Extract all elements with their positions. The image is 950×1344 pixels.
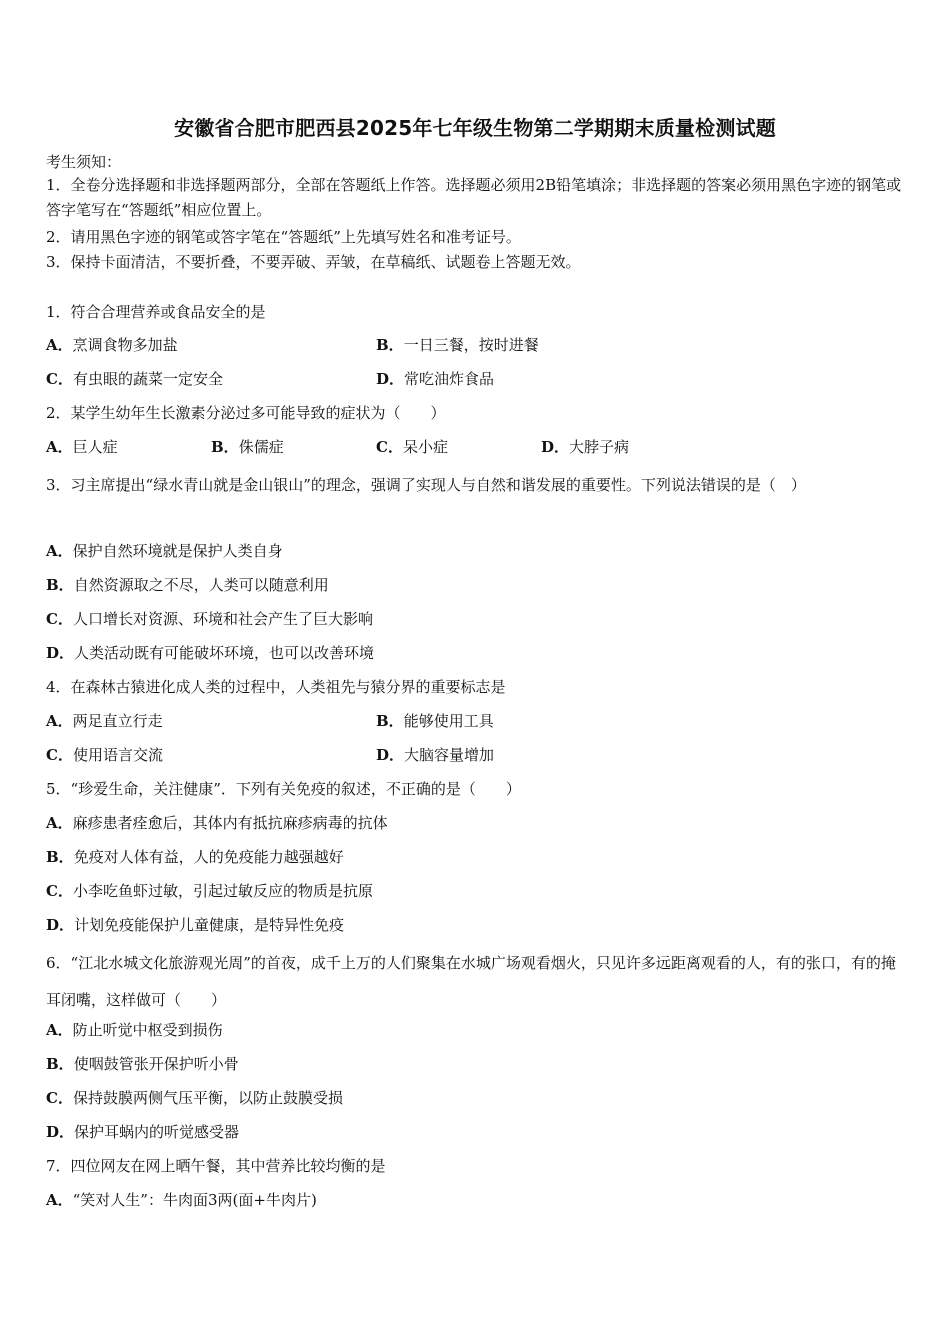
option-letter: A． <box>46 336 73 354</box>
option-text: 巨人症 <box>72 438 118 456</box>
question-1-option-c[interactable] <box>46 369 223 389</box>
question-1-stem: 1．符合合理营养或食品安全的是 <box>46 303 266 321</box>
question-5-option-d[interactable] <box>46 915 344 935</box>
option-letter: C． <box>46 1089 73 1107</box>
question-3-option-d[interactable] <box>46 643 374 663</box>
option-letter: C． <box>46 746 73 764</box>
question-6-stem: 6．“江北水城文化旅游观光周”的首夜，成千上万的人们聚集在水城广场观看烟火，只见许多远距离观看的人，有的张口，有的掩耳闭嘴，这样做可（ ） <box>46 954 896 1009</box>
question-3-option-b[interactable] <box>46 575 329 595</box>
option-letter: A． <box>46 1021 73 1039</box>
option-text: 有虫眼的蔬菜一定安全 <box>72 370 223 388</box>
question-5-option-c[interactable] <box>46 881 373 901</box>
option-letter: D． <box>376 370 405 388</box>
option-letter: A． <box>46 438 73 456</box>
option-text: 能够使用工具 <box>403 712 494 730</box>
notice-item-1: 1．全卷分选择题和非选择题两部分，全部在答题纸上作答。选择题必须用2B铅笔填涂；非选择题的答案必须用黑色字迹的钢笔或答字笔写在“答题纸”相应位置上。 <box>46 176 902 219</box>
question-6-option-a[interactable] <box>46 1020 223 1040</box>
question-3-option-c[interactable] <box>46 609 373 629</box>
question-3-stem: 3．习主席提出“绿水青山就是金山银山”的理念，强调了实现人与自然和谐发展的重要性。下列说法错误的是（ ） <box>46 476 806 494</box>
option-text: 大脖子病 <box>569 438 630 456</box>
question-6-option-d[interactable] <box>46 1122 239 1142</box>
question-2-option-d[interactable] <box>541 437 629 457</box>
option-letter: C． <box>46 370 73 388</box>
notice-item-2: 2．请用黑色字迹的钢笔或答字笔在“答题纸”上先填写姓名和准考证号。 <box>46 228 521 246</box>
question-7-stem: 7．四位网友在网上晒午餐，其中营养比较均衡的是 <box>46 1157 386 1175</box>
option-text: 使咽鼓管张开保护听小骨 <box>73 1055 239 1073</box>
question-6-option-c[interactable] <box>46 1088 343 1108</box>
option-text: 烹调食物多加盐 <box>72 336 178 354</box>
question-2-stem: 2．某学生幼年生长激素分泌过多可能导致的症状为（ ） <box>46 404 446 422</box>
option-letter: D． <box>376 746 405 764</box>
option-letter: C． <box>46 882 73 900</box>
option-text: 常吃油炸食品 <box>404 370 495 388</box>
option-text: “笑对人生”：牛肉面3两(面+牛肉片) <box>72 1191 317 1209</box>
question-2-option-b[interactable] <box>211 437 284 457</box>
notice-header: 考生须知： <box>46 153 122 171</box>
option-letter: D． <box>46 644 75 662</box>
option-text: 人类活动既有可能破坏环境，也可以改善环境 <box>74 644 375 662</box>
option-letter: D． <box>541 438 570 456</box>
question-5-option-a[interactable] <box>46 813 388 833</box>
option-text: 免疫对人体有益，人的免疫能力越强越好 <box>73 848 344 866</box>
option-letter: B． <box>211 438 239 456</box>
question-1-option-a[interactable] <box>46 335 178 355</box>
option-text: 防止听觉中枢受到损伤 <box>72 1021 223 1039</box>
option-letter: C． <box>376 438 403 456</box>
option-letter: A． <box>46 542 73 560</box>
option-letter: A． <box>46 712 73 730</box>
question-4-option-c[interactable] <box>46 745 163 765</box>
question-2-option-c[interactable] <box>376 437 448 457</box>
option-text: 保护耳蜗内的听觉感受器 <box>74 1123 240 1141</box>
question-1-option-b[interactable] <box>376 335 539 355</box>
option-letter: B． <box>46 848 74 866</box>
option-letter: B． <box>376 712 404 730</box>
option-letter: A． <box>46 814 73 832</box>
question-5-option-b[interactable] <box>46 847 344 867</box>
notice-item-3: 3．保持卡面清洁，不要折叠，不要弄破、弄皱，在草稿纸、试题卷上答题无效。 <box>46 253 581 271</box>
question-1-option-d[interactable] <box>376 369 494 389</box>
option-text: 计划免疫能保护儿童健康，是特异性免疫 <box>74 916 345 934</box>
question-4-option-d[interactable] <box>376 745 494 765</box>
option-text: 人口增长对资源、环境和社会产生了巨大影响 <box>72 610 373 628</box>
option-letter: B． <box>46 1055 74 1073</box>
option-text: 一日三餐，按时进餐 <box>403 336 539 354</box>
option-text: 保护自然环境就是保护人类自身 <box>72 542 283 560</box>
option-letter: D． <box>46 1123 75 1141</box>
question-4-option-b[interactable] <box>376 711 494 731</box>
option-text: 麻疹患者痊愈后，其体内有抵抗麻疹病毒的抗体 <box>72 814 388 832</box>
question-4-stem: 4．在森林古猿进化成人类的过程中，人类祖先与猿分界的重要标志是 <box>46 678 506 696</box>
question-3-option-a[interactable] <box>46 541 283 561</box>
option-letter: A． <box>46 1191 73 1209</box>
question-4-option-a[interactable] <box>46 711 163 731</box>
option-text: 小李吃鱼虾过敏，引起过敏反应的物质是抗原 <box>72 882 373 900</box>
option-text: 大脑容量增加 <box>404 746 495 764</box>
question-2-option-a[interactable] <box>46 437 118 457</box>
option-text: 自然资源取之不尽，人类可以随意利用 <box>73 576 329 594</box>
option-letter: B． <box>376 336 404 354</box>
option-text: 保持鼓膜两侧气压平衡，以防止鼓膜受损 <box>72 1089 343 1107</box>
option-letter: D． <box>46 916 75 934</box>
question-6-option-b[interactable] <box>46 1054 239 1074</box>
option-text: 侏儒症 <box>238 438 284 456</box>
question-5-stem: 5．“珍爱生命，关注健康”．下列有关免疫的叙述，不正确的是（ ） <box>46 780 521 798</box>
option-letter: B． <box>46 576 74 594</box>
option-letter: C． <box>46 610 73 628</box>
option-text: 呆小症 <box>402 438 448 456</box>
page-title: 安徽省合肥市肥西县2025年七年级生物第二学期期末质量检测试题 <box>174 116 776 140</box>
option-text: 使用语言交流 <box>72 746 163 764</box>
option-text: 两足直立行走 <box>72 712 163 730</box>
question-7-option-a[interactable] <box>46 1190 317 1210</box>
